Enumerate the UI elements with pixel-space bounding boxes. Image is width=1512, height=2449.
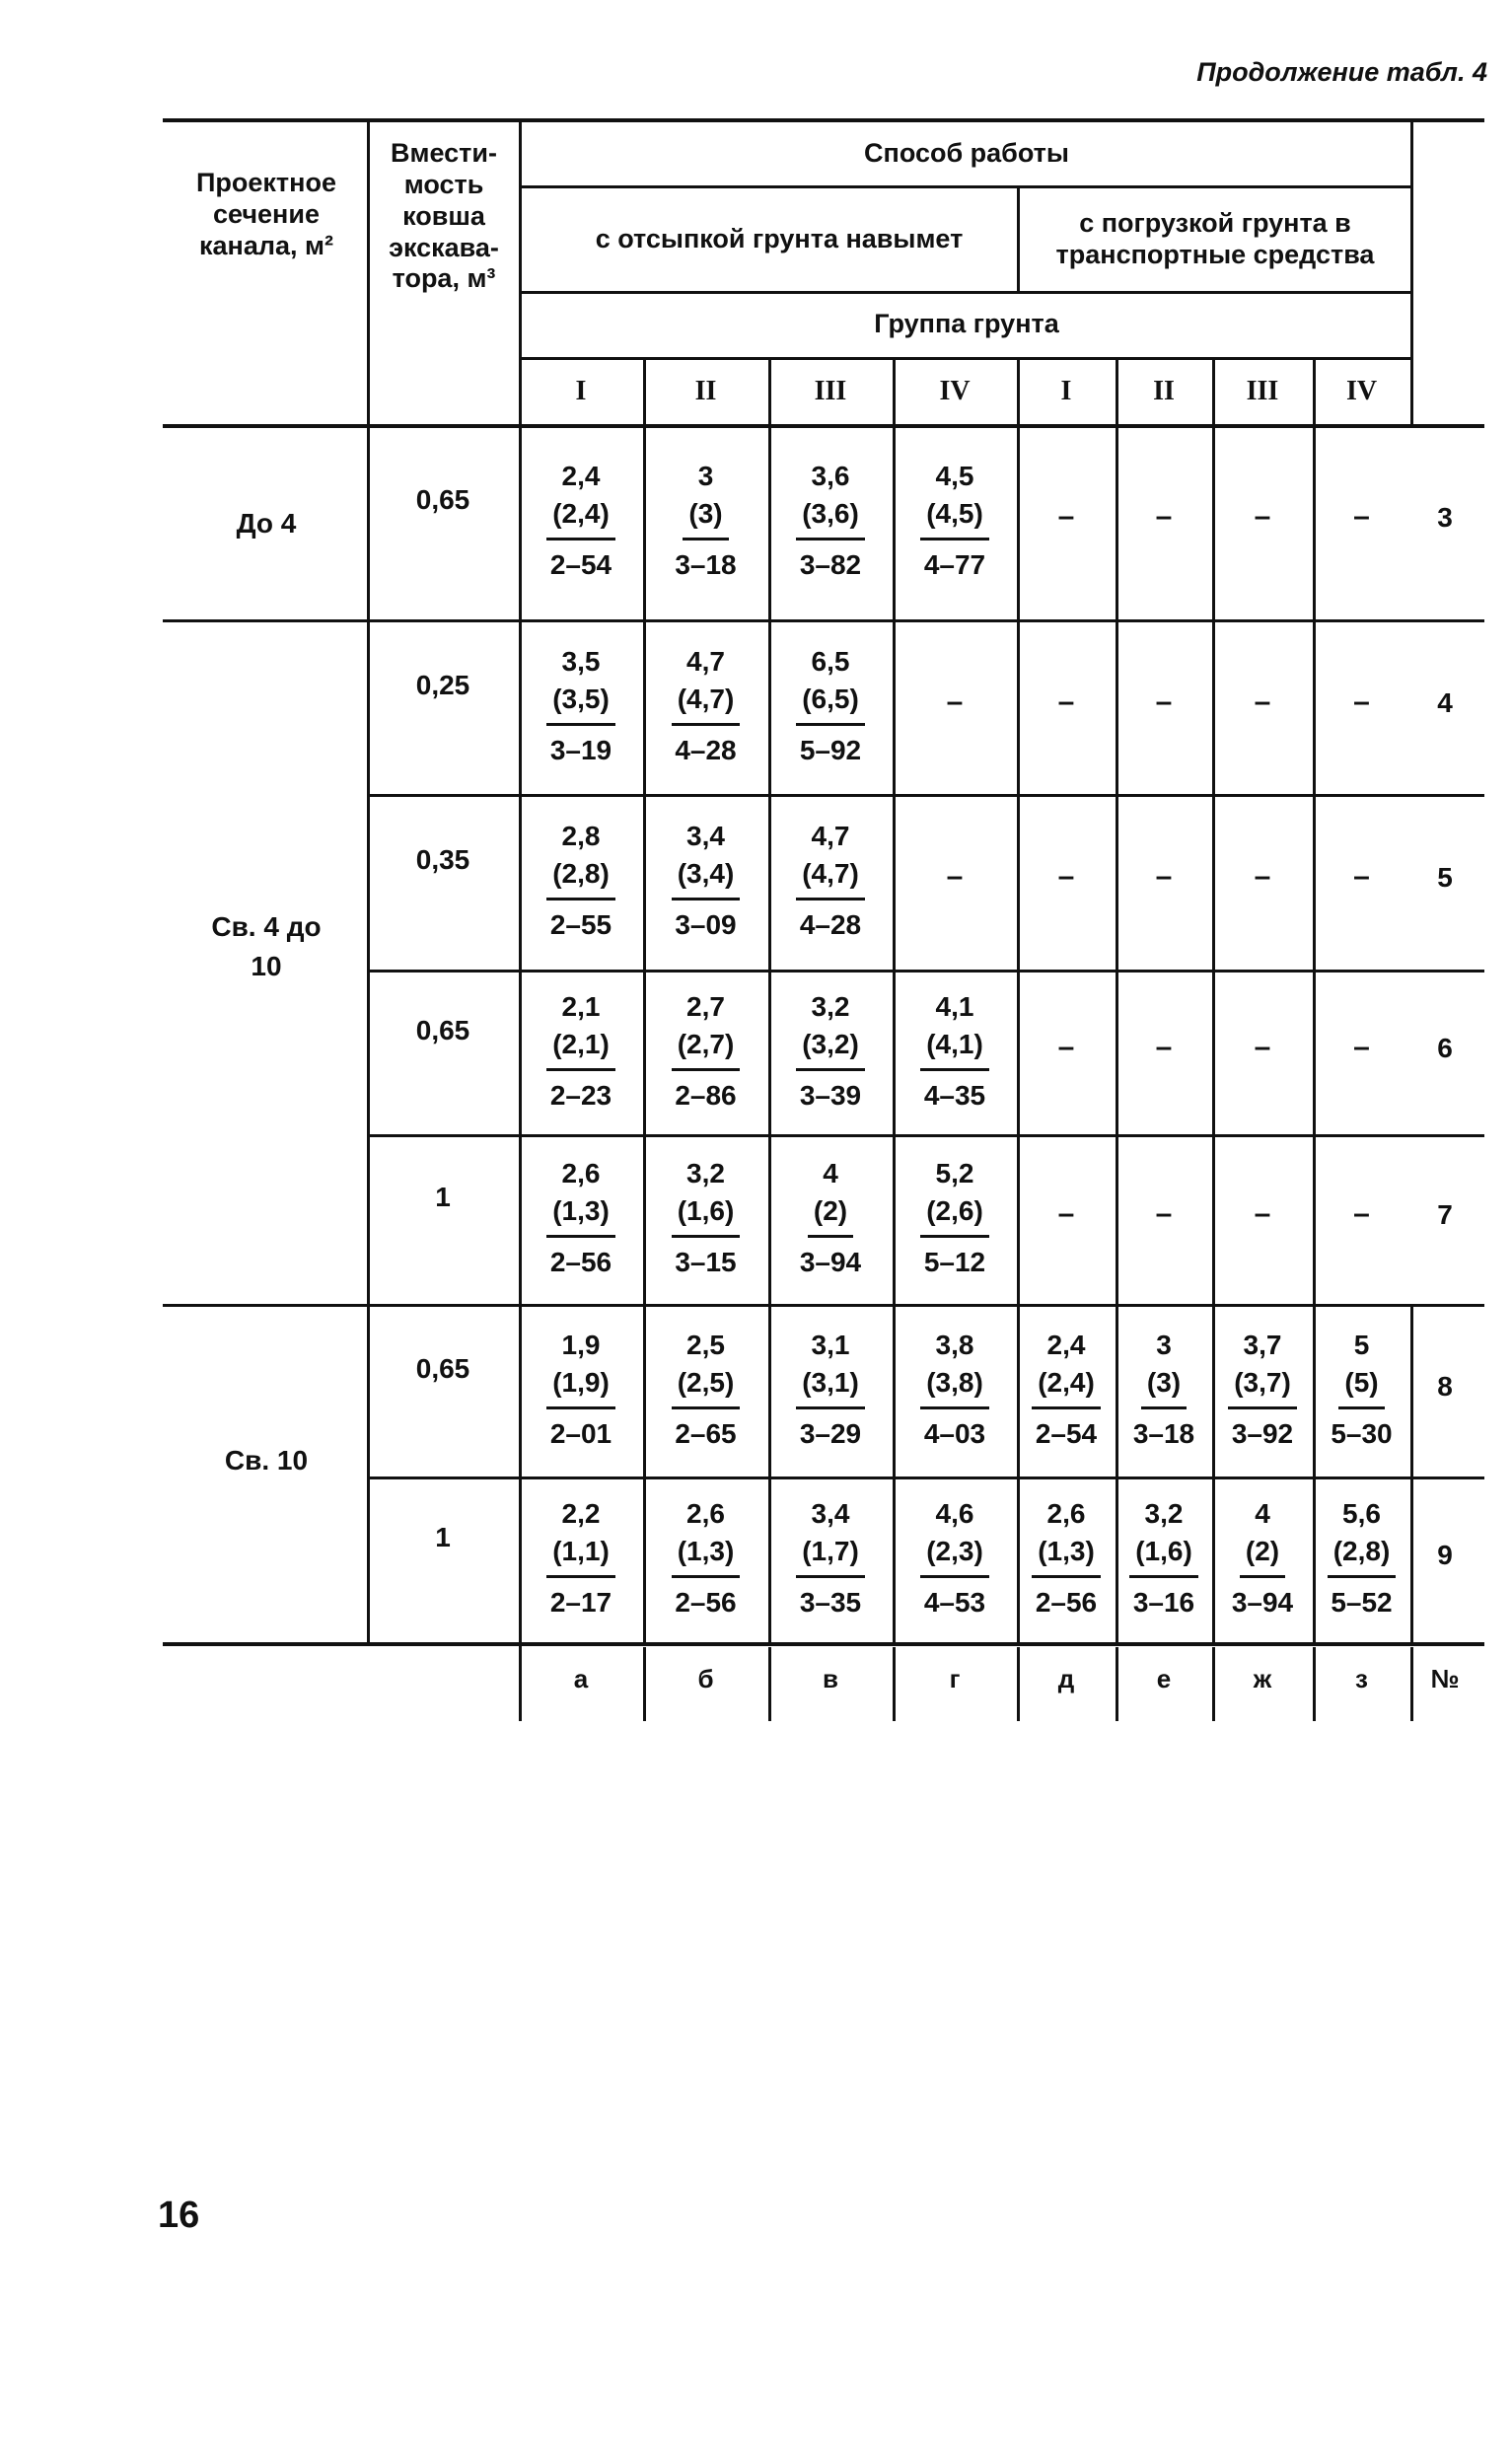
norm-cell [649,988,763,1115]
norm-cell [773,1327,888,1453]
norm-value-bracketed: (3,5) [546,681,615,726]
price-code: 4–28 [799,909,862,940]
section-label: До 4 [236,508,297,539]
norm-value-bracketed: (3,2) [796,1026,865,1071]
horizontal-rule [163,1642,1484,1646]
price-code: 2–55 [549,909,612,940]
header-soil-group: Группа грунта [874,309,1059,339]
price-code: 4–03 [923,1417,986,1449]
norm-cell [524,643,638,769]
empty-cell-dash: – [1254,1197,1271,1230]
price-code: 3–92 [1231,1417,1294,1449]
price-code: 2–56 [549,1247,612,1277]
norm-value-bracketed: (2,5) [672,1364,741,1409]
group-header-5: I [1060,376,1072,407]
empty-cell-dash: – [1353,860,1370,893]
norm-cell [649,643,763,769]
norm-cell [773,1155,888,1281]
norm-value-bracketed: (2,7) [672,1026,741,1071]
norm-value-bracketed: (3) [1141,1364,1187,1409]
norm-value: 4,7 [686,645,725,677]
price-code: 5–52 [1331,1587,1393,1618]
norm-value-bracketed: (6,5) [796,681,865,726]
norm-value-bracketed: (1,3) [672,1533,741,1578]
price-code: 3–94 [1231,1587,1294,1618]
horizontal-rule [367,970,1484,972]
norm-value: 5,2 [935,1158,974,1188]
norm-value-bracketed: (5) [1338,1364,1384,1409]
vertical-rule [893,1647,896,1721]
norm-cell [1205,1495,1320,1621]
price-code: 3–18 [675,549,737,580]
norm-cell [898,1327,1012,1453]
bucket-value: 0,35 [415,844,470,875]
empty-cell-dash: – [1155,500,1173,533]
norm-value-bracketed: (3,8) [920,1364,989,1409]
empty-cell-dash: – [1254,1030,1271,1063]
norm-cell [1107,1495,1221,1621]
group-header-3: III [814,376,847,407]
norm-value-bracketed: (3) [683,495,728,540]
norm-value: 3,2 [1144,1498,1184,1529]
section-label: Св. 10 [224,1445,309,1476]
bucket-value: 1 [435,1522,451,1552]
norm-value: 3 [697,461,714,491]
vertical-rule [768,1647,771,1721]
norm-value: 2,8 [561,821,601,851]
price-code: 2–17 [549,1587,612,1618]
norm-value: 2,1 [561,990,601,1022]
norm-cell [524,988,638,1115]
vertical-rule [1017,185,1020,291]
bucket-value: 0,25 [415,669,470,700]
empty-cell-dash: – [946,860,964,893]
group-header-6: II [1153,376,1175,407]
norm-value: 2,6 [686,1498,725,1529]
column-letter: г [949,1664,961,1693]
price-code: 4–77 [923,549,986,580]
norm-value: 5,6 [1342,1498,1381,1529]
price-code: 2–01 [549,1417,612,1449]
norm-cell [773,1495,888,1621]
norm-value-bracketed: (1,6) [672,1192,741,1238]
horizontal-rule [367,1134,1484,1137]
norm-cell [773,988,888,1115]
norm-value: 4 [1255,1498,1270,1529]
row-number: 7 [1437,1199,1453,1230]
norm-value: 2,4 [1046,1329,1086,1360]
empty-cell-dash: – [1155,860,1173,893]
norm-value-bracketed: (4,7) [796,855,865,900]
norm-value: 6,5 [811,645,850,677]
price-code: 3–94 [799,1247,862,1277]
row-number: 3 [1437,502,1453,533]
horizontal-rule [367,794,1484,797]
norm-value: 3,1 [811,1329,850,1360]
norm-cell [898,458,1012,584]
norm-value: 3,6 [811,461,850,491]
horizontal-rule [519,357,1410,360]
bucket-value: 1 [435,1182,451,1212]
norm-value-bracketed: (3,6) [796,495,865,540]
price-code: 2–56 [675,1587,737,1618]
norm-cell [524,1155,638,1281]
price-code: 3–09 [675,909,737,940]
price-code: 2–23 [549,1079,612,1111]
norm-value: 3,8 [935,1329,974,1360]
norm-value-bracketed: (4,5) [920,495,989,540]
norm-cell [898,1495,1012,1621]
column-letter: № [1430,1664,1460,1693]
norm-cell [524,1495,638,1621]
vertical-rule [519,118,522,1721]
norm-cell [649,1327,763,1453]
price-code: 5–30 [1331,1417,1393,1449]
norm-value-bracketed: (2,6) [920,1192,989,1238]
header-method: Способ работы [864,138,1069,169]
empty-cell-dash: – [1353,500,1370,533]
norm-value: 2,6 [1046,1498,1086,1529]
norm-value-bracketed: (4,1) [920,1026,989,1071]
price-code: 3–35 [799,1587,862,1618]
horizontal-rule [163,1304,1484,1307]
group-header-1: I [575,376,587,407]
price-code: 3–15 [675,1247,737,1277]
price-code: 5–12 [923,1247,986,1277]
horizontal-rule [367,1477,1484,1479]
empty-cell-dash: – [1254,500,1271,533]
norm-value-bracketed: (2,4) [546,495,615,540]
norm-value: 4,1 [935,990,974,1022]
norm-value-bracketed: (1,1) [546,1533,615,1578]
norm-value: 3,5 [561,645,601,677]
column-letter: ж [1253,1664,1272,1693]
norm-value-bracketed: (2,4) [1032,1364,1101,1409]
norm-value: 4 [823,1158,838,1188]
column-letter: в [823,1664,838,1693]
norm-value-bracketed: (2,8) [546,855,615,900]
price-code: 4–35 [923,1079,986,1111]
row-number: 5 [1437,862,1453,893]
horizontal-rule [163,619,1484,622]
empty-cell-dash: – [1057,1197,1075,1230]
norm-value: 2,5 [686,1329,725,1360]
empty-cell-dash: – [946,684,964,718]
vertical-rule [519,1647,522,1721]
column-letter: д [1057,1664,1075,1693]
price-code: 2–56 [1035,1587,1098,1618]
group-header-8: IV [1345,376,1378,407]
vertical-rule [643,424,646,1642]
norm-value-bracketed: (1,6) [1129,1533,1198,1578]
norm-cell [1107,1327,1221,1453]
norm-value: 1,9 [561,1329,601,1360]
norm-value: 2,6 [561,1158,601,1188]
bucket-value: 0,65 [415,1014,470,1045]
price-code: 3–19 [549,734,612,765]
section-label: Св. 4 до 10 [211,911,322,981]
norm-value: 3 [1156,1329,1172,1360]
norm-value-bracketed: (1,7) [796,1533,865,1578]
norm-cell [1305,1327,1419,1453]
bucket-value: 0,65 [415,484,470,515]
header-method-a: с отсыпкой грунта навымет [595,224,964,254]
norm-value-bracketed: (2,8) [1328,1533,1397,1578]
norm-cell [1305,1495,1419,1621]
norm-value: 4,7 [811,821,850,851]
empty-cell-dash: – [1353,684,1370,718]
norm-value: 3,4 [811,1498,850,1529]
norm-cell [524,1327,638,1453]
norm-cell [898,1155,1012,1281]
bucket-value: 0,65 [415,1352,470,1384]
row-number: 9 [1437,1540,1453,1570]
norm-value-bracketed: (3,4) [672,855,741,900]
price-code: 2–86 [675,1079,737,1111]
norm-value: 3,2 [686,1158,725,1188]
group-header-4: IV [939,376,971,407]
norm-cell [524,458,638,584]
vertical-rule [643,1647,646,1721]
norm-cell [649,458,763,584]
price-code: 3–82 [799,549,862,580]
norm-value-bracketed: (3,1) [796,1364,865,1409]
empty-cell-dash: – [1353,1197,1370,1230]
norm-value-bracketed: (4,7) [672,681,741,726]
row-number: 4 [1437,686,1453,718]
norm-cell [773,458,888,584]
norm-cell [1205,1327,1320,1453]
empty-cell-dash: – [1057,860,1075,893]
norm-value-bracketed: (1,3) [546,1192,615,1238]
norm-value-bracketed: (1,3) [1032,1533,1101,1578]
vertical-rule [893,424,896,1642]
row-number: 6 [1437,1032,1453,1063]
norm-value-bracketed: (3,7) [1228,1364,1297,1409]
norm-cell [773,643,888,769]
empty-cell-dash: – [1353,1030,1370,1063]
price-code: 4–53 [923,1587,986,1618]
empty-cell-dash: – [1254,860,1271,893]
vertical-rule [768,424,771,1642]
norm-value: 2,4 [561,461,601,491]
norm-cell [649,1495,763,1621]
column-letter: а [573,1664,589,1693]
norm-value: 4,5 [935,461,974,491]
price-code: 5–92 [799,734,862,765]
norm-value: 3,4 [686,821,725,851]
price-code: 4–28 [675,734,737,765]
empty-cell-dash: – [1057,500,1075,533]
price-code: 3–18 [1132,1417,1195,1449]
norm-value-bracketed: (2,1) [546,1026,615,1071]
norm-cell [898,988,1012,1115]
norm-value-bracketed: (2,3) [920,1533,989,1578]
norm-value: 2,2 [561,1498,601,1529]
price-code: 2–54 [549,549,612,580]
column-letter: е [1156,1664,1172,1693]
price-code: 3–39 [799,1079,862,1111]
empty-cell-dash: – [1155,1197,1173,1230]
price-code: 2–65 [675,1417,737,1449]
price-code: 2–54 [1035,1417,1098,1449]
norm-cell [649,1155,763,1281]
empty-cell-dash: – [1155,1030,1173,1063]
header-bucket: Вмести-мость ковша экскава-тора, м³ [389,138,499,294]
norm-value: 5 [1353,1329,1370,1360]
norm-value-bracketed: (1,9) [546,1364,615,1409]
norm-cell [649,818,763,944]
norm-value-bracketed: (2) [1240,1533,1285,1578]
norm-cell [524,818,638,944]
horizontal-rule [519,185,1410,188]
row-number: 8 [1437,1370,1453,1402]
page-number: 16 [158,2195,200,2236]
empty-cell-dash: – [1057,1030,1075,1063]
table-caption: Продолжение табл. 4 [1196,57,1487,87]
norm-value: 3,7 [1243,1329,1282,1360]
empty-cell-dash: – [1155,684,1173,718]
column-letter: з [1355,1664,1368,1693]
norm-value-bracketed: (2) [808,1192,853,1238]
column-letter: б [697,1664,714,1693]
price-code: 3–16 [1132,1587,1195,1618]
group-header-2: II [694,376,717,407]
header-method-b: с погрузкой грунта в транспортные средства [1055,208,1375,269]
empty-cell-dash: – [1254,684,1271,718]
vertical-rule [1410,118,1413,424]
norm-value: 4,6 [935,1498,974,1529]
header-section: Проектное сечение канала, м² [196,168,336,260]
norm-value: 2,7 [686,990,725,1022]
group-header-7: III [1246,376,1279,407]
empty-cell-dash: – [1057,684,1075,718]
norm-cell [773,818,888,944]
price-code: 3–29 [799,1417,862,1449]
norm-value: 3,2 [811,990,850,1022]
